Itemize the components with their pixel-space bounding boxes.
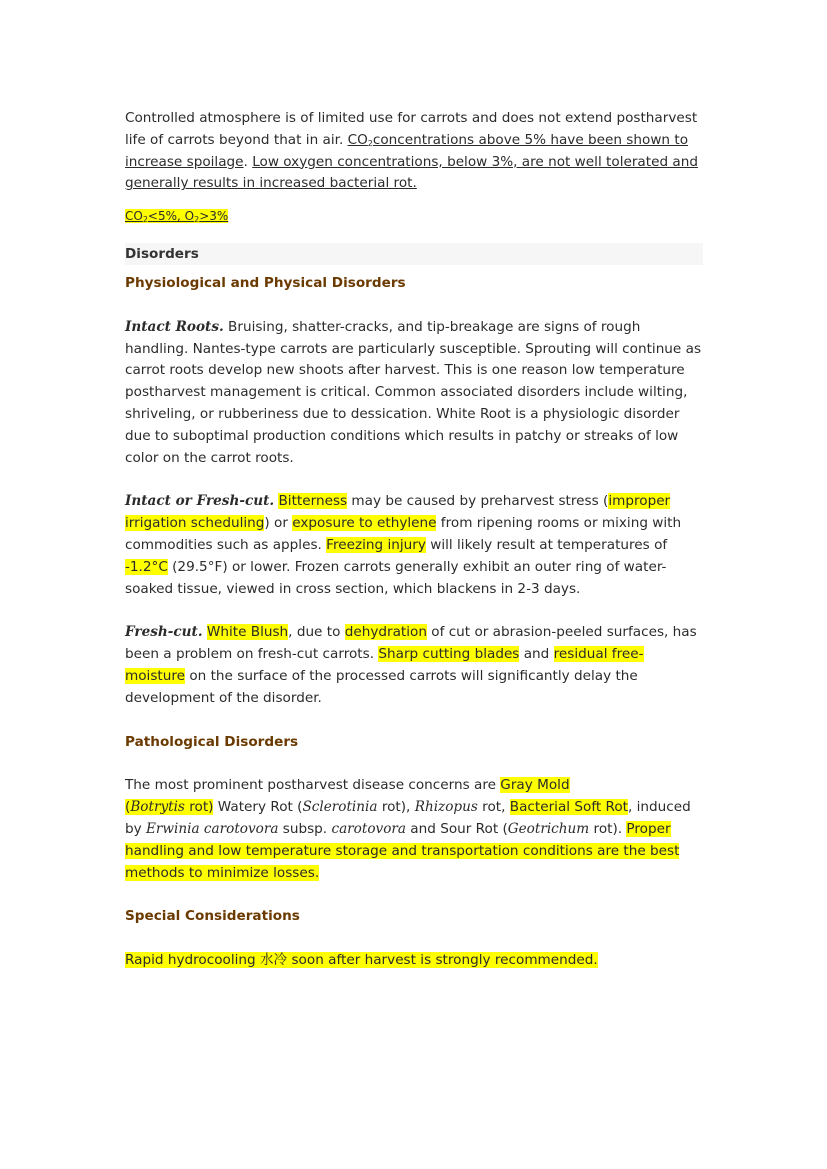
physiological-heading: Physiological and Physical Disorders [125, 274, 406, 291]
document-page [125, 108, 703, 972]
ca-text-1: Controlled atmosphere is of limited use for carrots and does not extend postharvest life of carrots beyond that in air. [125, 110, 698, 148]
special-considerations-heading: Special Considerations [125, 908, 300, 925]
fresh-cut-paragraph: Fresh-cut. White Blush, due to dehydration of cut or abrasion-peeled surfaces, has been a problem on fresh-cut carrots. Sharp cutting blades and residual free-moisture on the surface of the processed carrots will significantly delay the development of the disorder. [125, 624, 697, 706]
co2-statement: $CO_2concentrations$ above 5% have been shown to increase spoilage [125, 131, 689, 170]
atmosphere-formula: $CO_2<5\%$, $O_2>3\%$ [125, 209, 229, 225]
disorders-heading: Disorders [125, 243, 703, 265]
controlled-atmosphere-paragraph [125, 108, 703, 195]
pathological-heading: Pathological Disorders [125, 733, 299, 750]
special-considerations-paragraph: Rapid hydrocooling 水冷 soon after harvest is strongly recommended. [125, 952, 598, 969]
intact-roots-lead: Intact Roots. [125, 318, 224, 335]
intact-or-fresh-cut-paragraph: Intact or Fresh-cut. Bitterness may be caused by preharvest stress (improper irrigation scheduling) or exposure to ethylene from ripening rooms or mixing with commodities such as apples. Freezing injury will likely result at temperatures of -1.2°C (29.5°F) or lower. Frozen carrots generally exhibit an outer ring of water-soaked tissue, viewed in cross section, which blackens in 2-3 days. [125, 493, 682, 597]
intact-fresh-lead: Intact or Fresh-cut. [125, 493, 275, 510]
cjk-annotation: 水冷 [259, 952, 288, 969]
fresh-cut-lead: Fresh-cut. [125, 624, 203, 641]
pathological-paragraph: The most prominent postharvest disease concerns are Gray Mold (Botrytis rot) Watery Rot (Sclerotinia rot), Rhizopus rot, Bacterial Soft Rot, induced by Erwinia carotovora subsp. carotovora and Sour Rot (Geotrichum rot). Proper handling and low temperature storage and transportation conditions are the best methods to minimize losses. [125, 777, 691, 881]
intact-roots-paragraph: Intact Roots. Bruising, shatter-cracks, and tip-breakage are signs of rough handling. Nantes-type carrots are particularly susceptible. Sprouting will continue as carrot roots develop new shoots after harvest. This is one reason low temperature postharvest management is critical. Common associated disorders include wilting, shriveling, or rubberiness due to dessication. White Root is a physiologic disorder due to suboptimal production conditions which results in patchy or streaks of low color on the carrot roots. [125, 318, 702, 466]
oxygen-statement: Low oxygen concentrations, below 3%, are not well tolerated and generally results in increased bacterial rot. [125, 153, 698, 192]
ca-text-2: . [243, 153, 253, 170]
